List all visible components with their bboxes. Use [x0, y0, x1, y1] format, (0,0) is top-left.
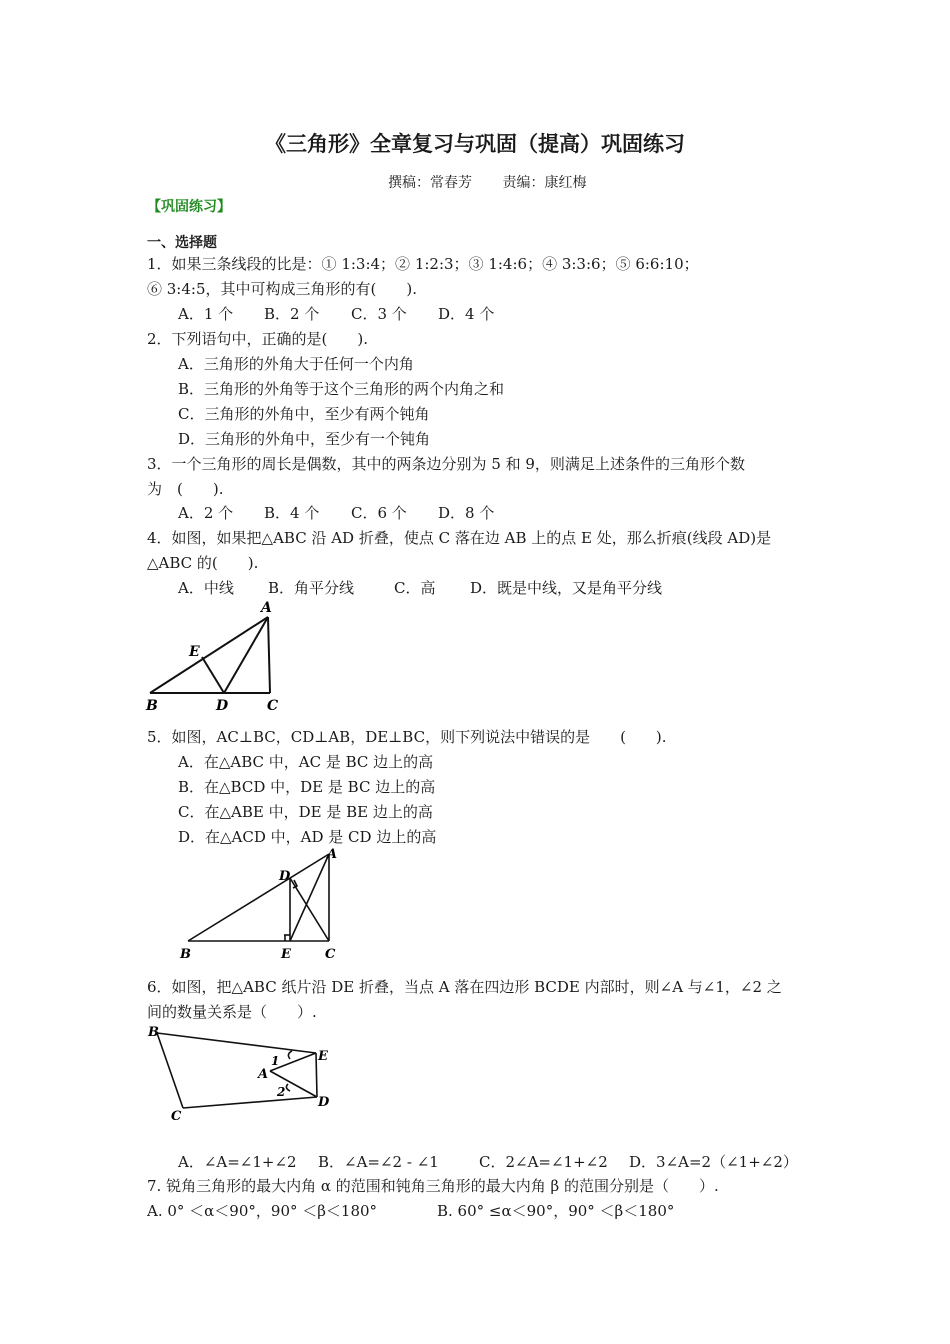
fig5-label-d: D — [279, 869, 291, 884]
option-c: C．3 个 — [351, 305, 407, 323]
fig6-angle-2-arc — [286, 1084, 290, 1091]
q5-option-c: C．在△ABE 中，DE 是 BE 边上的高 — [178, 803, 433, 821]
option-b: B．∠A=∠2 - ∠1 — [318, 1153, 439, 1171]
fig6-label-b: B — [148, 1025, 159, 1040]
fig6-label-1: 1 — [271, 1054, 280, 1068]
q5-option-d: D．在△ACD 中，AD 是 CD 边上的高 — [178, 828, 437, 846]
q6-line1: 6．如图，把△ABC 纸片沿 DE 折叠，当点 A 落在四边形 BCDE 内部时，则∠A 与∠1，∠2 之 — [147, 978, 782, 996]
option-d: D．4 个 — [438, 305, 495, 323]
option-b: B．角平分线 — [268, 579, 355, 597]
q4-line1: 4．如图，如果把△ABC 沿 AD 折叠，使点 C 落在边 AB 上的点 E 处，那么折痕(线段 AD)是 — [147, 529, 772, 547]
q3-line2: 为 ( ). — [147, 480, 224, 498]
fig5-label-c: C — [325, 947, 336, 961]
figure-q5 — [176, 843, 346, 961]
fig4-label-d: D — [216, 698, 229, 714]
fig6-label-c: C — [171, 1109, 182, 1124]
fig6-label-d: D — [318, 1095, 330, 1110]
fig6-side-be — [157, 1033, 316, 1053]
option-a: A. 0° ＜α＜90°，90° ＜β＜180° — [147, 1202, 378, 1220]
option-d: D．8 个 — [438, 504, 495, 522]
option-a: A．中线 — [178, 579, 234, 597]
q2-option-d: D．三角形的外角中，至少有一个钝角 — [178, 430, 431, 448]
fig4-side-ac — [268, 617, 270, 693]
q2-option-b: B．三角形的外角等于这个三角形的两个内角之和 — [178, 380, 505, 398]
q5-option-a: A．在△ABC 中，AC 是 BC 边上的高 — [178, 753, 434, 771]
option-a: A．1 个 — [178, 305, 234, 323]
page-title: 《三角形》全章复习与巩固（提高）巩固练习 — [265, 132, 685, 156]
q7-options — [147, 1201, 674, 1221]
fig6-side-bc — [157, 1033, 183, 1108]
fig6-side-cd — [183, 1097, 317, 1108]
q6-line2: 间的数量关系是（ ）. — [147, 1003, 317, 1021]
fig4-segment-ed — [202, 657, 224, 693]
fig4-side-ba — [150, 617, 268, 693]
option-a: A．2 个 — [178, 504, 234, 522]
q7-line1: 7. 锐角三角形的最大内角 α 的范围和钝角三角形的最大内角 β 的范围分别是（ ）. — [147, 1177, 719, 1195]
fig4-segment-ad — [224, 617, 268, 693]
q5-line1: 5．如图，AC⊥BC，CD⊥AB，DE⊥BC，则下列说法中错误的是 ( ). — [147, 728, 667, 746]
q6-options — [178, 1152, 798, 1172]
fig6-label-e: E — [318, 1049, 328, 1064]
editor: 责编：康红梅 — [502, 175, 587, 191]
fig6-label-2: 2 — [277, 1085, 286, 1099]
option-b: B．4 个 — [264, 504, 320, 522]
section-heading: 一、选择题 — [147, 235, 217, 251]
q1-options — [178, 304, 494, 324]
q2-option-a: A．三角形的外角大于任何一个内角 — [178, 355, 414, 373]
q5-option-b: B．在△BCD 中，DE 是 BC 边上的高 — [178, 778, 436, 796]
figure-q6 — [140, 1020, 340, 1130]
option-a: A．∠A=∠1+∠2 — [178, 1153, 297, 1171]
fig4-label-b: B — [146, 698, 158, 714]
q4-line2: △ABC 的( ). — [147, 554, 259, 572]
option-b: B. 60° ≤α＜90°，90° ＜β＜180° — [437, 1202, 675, 1220]
q1-line1: 1．如果三条线段的比是：① 1:3:4；② 1:2:3；③ 1:4:6；④ 3:3:6；⑤ 6:6:10； — [147, 255, 699, 273]
fig6-angle-1-arc — [288, 1051, 292, 1059]
option-c: C．2∠A=∠1+∠2 — [479, 1153, 608, 1171]
option-c: C．6 个 — [351, 504, 407, 522]
authors — [388, 172, 612, 192]
fig6-segment-ed — [316, 1053, 317, 1097]
q3-line1: 3．一个三角形的周长是偶数，其中的两条边分别为 5 和 9，则满足上述条件的三角形个数 — [147, 455, 745, 473]
section-label: 【巩固练习】 — [147, 199, 231, 215]
q3-options — [178, 503, 494, 523]
q1-line2: ⑥ 3:4:5，其中可构成三角形的有( ). — [147, 280, 417, 298]
writer: 撰稿：常春芳 — [388, 175, 472, 191]
option-d: D．3∠A=2（∠1+∠2） — [629, 1153, 798, 1171]
q2-line1: 2．下列语句中，正确的是( ). — [147, 330, 369, 348]
fig5-label-e: E — [281, 947, 291, 961]
q4-options — [178, 578, 662, 598]
fig4-label-c: C — [267, 698, 279, 714]
fig5-label-a: A — [327, 847, 338, 862]
q2-option-c: C．三角形的外角中，至少有两个钝角 — [178, 405, 430, 423]
fig6-label-a: A — [258, 1067, 269, 1082]
option-c: C．高 — [394, 579, 436, 597]
fig4-label-a: A — [261, 600, 272, 616]
fig4-label-e: E — [189, 644, 200, 660]
figure-q4 — [140, 598, 290, 714]
fig5-side-ba — [188, 854, 329, 941]
option-b: B．2 个 — [264, 305, 320, 323]
fig5-segment-ae — [290, 854, 329, 941]
option-d: D．既是中线，又是角平分线 — [470, 579, 663, 597]
fig5-label-b: B — [180, 947, 191, 961]
